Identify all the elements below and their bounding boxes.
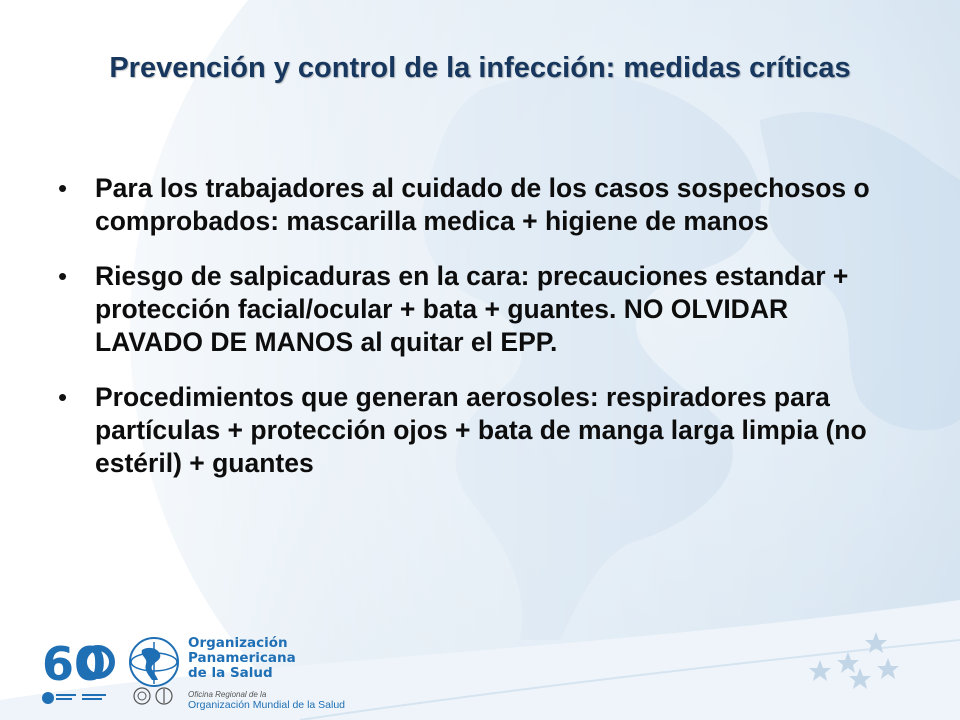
bullet-dot-icon: • (58, 261, 68, 291)
star-icon (809, 660, 831, 681)
who-emblem (156, 688, 172, 704)
un-who-emblems (132, 686, 184, 706)
star-icon (849, 668, 871, 689)
bullet-item (58, 172, 898, 238)
bullet-item (58, 381, 898, 480)
bullet-list (58, 172, 898, 502)
bullet-text: Procedimientos que generan aerosoles: respiradores para partículas + protección ojos + bata de manga larga limpia (no estéril) + guantes (95, 382, 867, 478)
paho-name-line: de la Salud (188, 665, 273, 681)
bullet-text: Riesgo de salpicaduras en la cara: precauciones estandar + protección facial/ocular + bata + guantes. NO OLVIDAR LAVADO DE MANOS al quitar el EPP. (95, 261, 849, 357)
bullet-item (58, 260, 898, 359)
paho-name (188, 636, 358, 681)
regional-office-label: Oficina Regional de la (188, 690, 267, 699)
paho-name-line: Organización (188, 635, 288, 651)
star-icon (837, 652, 859, 673)
bullet-dot-icon: • (58, 173, 68, 203)
un-emblem (134, 688, 150, 704)
slide-title: Prevención y control de la infección: medidas críticas (109, 52, 851, 84)
who-name: Organización Mundial de la Salud (188, 699, 346, 711)
paho-emblem (128, 636, 180, 688)
bullet-dot-icon: • (58, 382, 68, 412)
sixty-anniversary-logo (40, 636, 116, 708)
star-icon (877, 658, 899, 679)
anniversary-number: 60 (42, 637, 107, 691)
star-icon (865, 632, 887, 653)
bullet-text: Para los trabajadores al cuidado de los casos sospechosos o comprobados: mascarilla medica + higiene de manos (95, 173, 870, 236)
paho-name-line: Panamericana (188, 650, 296, 666)
stars-decoration (808, 630, 908, 690)
